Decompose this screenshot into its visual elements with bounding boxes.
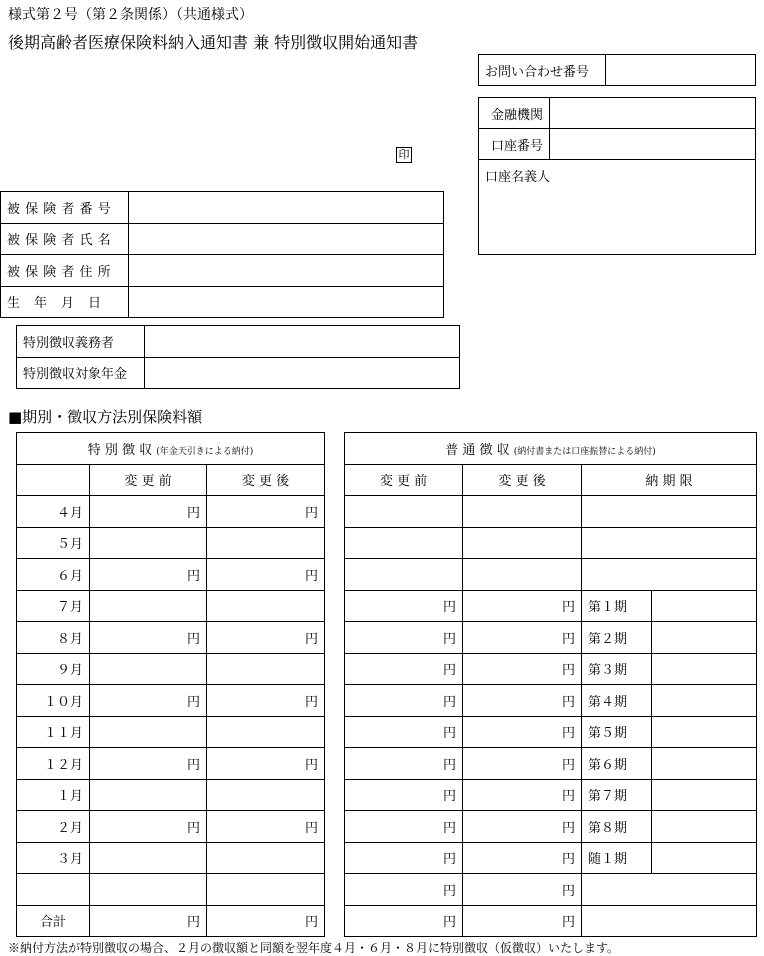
bank-institution-field[interactable] — [550, 98, 756, 129]
normal-after-amount[interactable]: 円 — [463, 716, 582, 748]
normal-after-amount[interactable]: 円 — [463, 622, 582, 654]
table-row — [17, 496, 325, 528]
month-label: ８月 — [17, 622, 90, 654]
normal-after-amount[interactable]: 円 — [463, 685, 582, 717]
table-row — [345, 559, 757, 591]
month-label — [17, 874, 90, 906]
special-before-amount[interactable] — [90, 590, 207, 622]
normal-before-amount[interactable] — [345, 527, 463, 559]
table-row — [17, 590, 325, 622]
normal-after-header: 変 更 後 — [463, 464, 582, 496]
installment-label: 第７期 — [582, 779, 652, 811]
special-after-amount[interactable] — [207, 590, 325, 622]
installment-deadline-field[interactable] — [652, 622, 757, 654]
normal-after-amount[interactable] — [463, 496, 582, 528]
installment-label: 第４期 — [582, 685, 652, 717]
installment-deadline-field[interactable] — [652, 842, 757, 874]
insured-number-label: 被 保 険 者 番 号 — [1, 192, 129, 224]
special-before-amount[interactable]: 円 — [90, 685, 207, 717]
installment-label: 第３期 — [582, 653, 652, 685]
normal-after-amount[interactable] — [463, 559, 582, 591]
table-row — [345, 842, 757, 874]
insured-name-field[interactable] — [129, 223, 444, 255]
table-row — [345, 811, 757, 843]
normal-table-subtitle: (納付書または口座振替による納付) — [513, 446, 656, 457]
total-label: 合計 — [17, 905, 90, 937]
inquiry-number-label: お問い合わせ番号 — [479, 55, 606, 86]
seal-mark: 印 — [396, 147, 412, 163]
deadline-field[interactable] — [582, 874, 757, 906]
table-row — [17, 716, 325, 748]
special-after-amount[interactable]: 円 — [207, 811, 325, 843]
target-pension-label: 特別徴収対象年金 — [17, 357, 145, 389]
table-row — [345, 874, 757, 906]
table-row — [345, 496, 757, 528]
normal-after-amount[interactable]: 円 — [463, 842, 582, 874]
special-after-amount[interactable] — [207, 779, 325, 811]
account-number-field[interactable] — [550, 129, 756, 160]
special-after-amount[interactable] — [207, 527, 325, 559]
special-after-header: 変 更 後 — [207, 464, 325, 496]
special-after-amount[interactable]: 円 — [207, 685, 325, 717]
table-row — [17, 622, 325, 654]
account-holder-label: 口座名義人 — [485, 170, 551, 185]
special-after-amount[interactable] — [207, 874, 325, 906]
inquiry-number-field[interactable] — [606, 55, 756, 86]
normal-table-title-cell — [345, 433, 757, 465]
table-row — [17, 811, 325, 843]
month-label: ３月 — [17, 842, 90, 874]
document-title: 後期高齢者医療保険料納入通知書 兼 特別徴収開始通知書 — [8, 33, 419, 52]
table-row — [17, 874, 325, 906]
special-after-amount[interactable]: 円 — [207, 748, 325, 780]
table-row — [345, 653, 757, 685]
normal-table-title: 普 通 徴 収 — [445, 442, 510, 458]
normal-collection-amount-table — [344, 432, 757, 937]
normal-before-amount[interactable]: 円 — [345, 779, 463, 811]
normal-before-amount[interactable]: 円 — [345, 748, 463, 780]
table-row — [17, 653, 325, 685]
month-label: １１月 — [17, 716, 90, 748]
birth-date-label: 生 年 月 日 — [1, 286, 129, 318]
normal-before-amount[interactable]: 円 — [345, 716, 463, 748]
table-row — [345, 527, 757, 559]
deadline-field[interactable] — [582, 559, 757, 591]
normal-after-amount[interactable]: 円 — [463, 779, 582, 811]
special-before-amount[interactable] — [90, 842, 207, 874]
installment-label: 第１期 — [582, 590, 652, 622]
installment-deadline-field[interactable] — [652, 748, 757, 780]
normal-before-amount[interactable]: 円 — [345, 842, 463, 874]
table-row — [345, 905, 757, 937]
installment-label: 第２期 — [582, 622, 652, 654]
birth-date-field[interactable] — [129, 286, 444, 318]
normal-after-amount[interactable]: 円 — [463, 905, 582, 937]
month-label: ５月 — [17, 527, 90, 559]
special-before-amount[interactable]: 円 — [90, 905, 207, 937]
insured-person-table — [0, 191, 444, 318]
special-after-amount[interactable]: 円 — [207, 496, 325, 528]
normal-deadline-header: 納 期 限 — [582, 464, 757, 496]
deadline-field[interactable] — [582, 496, 757, 528]
month-label: １月 — [17, 779, 90, 811]
insured-address-label: 被 保 険 者 住 所 — [1, 255, 129, 287]
table-row — [17, 559, 325, 591]
normal-after-amount[interactable]: 円 — [463, 874, 582, 906]
special-table-title: 特 別 徴 収 — [87, 442, 153, 458]
table-row — [345, 622, 757, 654]
insured-number-field[interactable] — [129, 192, 444, 224]
normal-before-amount[interactable]: 円 — [345, 874, 463, 906]
target-pension-field[interactable] — [145, 357, 460, 389]
normal-before-amount[interactable]: 円 — [345, 685, 463, 717]
installment-deadline-field[interactable] — [652, 716, 757, 748]
collection-obligor-field[interactable] — [145, 326, 460, 358]
month-label: ４月 — [17, 496, 90, 528]
normal-before-amount[interactable]: 円 — [345, 590, 463, 622]
normal-after-amount[interactable]: 円 — [463, 811, 582, 843]
table-row — [345, 590, 757, 622]
special-before-amount[interactable] — [90, 779, 207, 811]
special-before-amount[interactable] — [90, 874, 207, 906]
normal-before-amount[interactable] — [345, 559, 463, 591]
form-number: 様式第２号（第２条関係）（共通様式） — [8, 7, 253, 23]
special-before-amount[interactable]: 円 — [90, 811, 207, 843]
normal-before-amount[interactable]: 円 — [345, 811, 463, 843]
account-number-label: 口座番号 — [479, 129, 550, 160]
installment-deadline-field[interactable] — [652, 685, 757, 717]
account-holder-cell[interactable] — [479, 160, 756, 255]
table-row — [345, 779, 757, 811]
normal-after-amount[interactable]: 円 — [463, 653, 582, 685]
normal-after-amount[interactable]: 円 — [463, 590, 582, 622]
table-row — [17, 842, 325, 874]
table-row — [17, 779, 325, 811]
special-after-amount[interactable] — [207, 653, 325, 685]
month-label: １０月 — [17, 685, 90, 717]
table-row — [17, 748, 325, 780]
special-before-amount[interactable] — [90, 653, 207, 685]
table-row — [17, 905, 325, 937]
insured-name-label: 被 保 険 者 氏 名 — [1, 223, 129, 255]
month-label: ７月 — [17, 590, 90, 622]
section-title: ■期別・徴収方法別保険料額 — [8, 408, 203, 426]
special-before-amount[interactable]: 円 — [90, 748, 207, 780]
table-row — [345, 685, 757, 717]
table-row — [345, 716, 757, 748]
installment-label: 第５期 — [582, 716, 652, 748]
normal-before-amount[interactable]: 円 — [345, 905, 463, 937]
special-before-amount[interactable]: 円 — [90, 496, 207, 528]
special-after-amount[interactable]: 円 — [207, 622, 325, 654]
special-after-amount[interactable]: 円 — [207, 905, 325, 937]
special-before-amount[interactable] — [90, 716, 207, 748]
installment-label: 随１期 — [582, 842, 652, 874]
installment-label: 第６期 — [582, 748, 652, 780]
special-before-amount[interactable]: 円 — [90, 622, 207, 654]
month-label: １２月 — [17, 748, 90, 780]
insured-address-field[interactable] — [129, 255, 444, 287]
installment-deadline-field[interactable] — [652, 653, 757, 685]
month-label: ２月 — [17, 811, 90, 843]
installment-deadline-field[interactable] — [652, 811, 757, 843]
normal-before-amount[interactable] — [345, 496, 463, 528]
month-label: ９月 — [17, 653, 90, 685]
normal-after-amount[interactable] — [463, 527, 582, 559]
footnote: ※納付方法が特別徴収の場合、２月の徴収額と同額を翌年度４月・６月・８月に特別徴収（仮徴収）いたします。 — [8, 941, 620, 955]
installment-deadline-field[interactable] — [652, 779, 757, 811]
table-row — [17, 685, 325, 717]
collection-obligor-label: 特別徴収義務者 — [17, 326, 145, 358]
special-before-amount[interactable]: 円 — [90, 559, 207, 591]
special-after-amount[interactable] — [207, 842, 325, 874]
deadline-field[interactable] — [582, 905, 757, 937]
special-before-amount[interactable] — [90, 527, 207, 559]
special-before-header: 変 更 前 — [90, 464, 207, 496]
special-after-amount[interactable]: 円 — [207, 559, 325, 591]
normal-before-header: 変 更 前 — [345, 464, 463, 496]
month-label: ６月 — [17, 559, 90, 591]
inquiry-number-table — [478, 54, 756, 86]
special-corner-cell — [17, 464, 90, 496]
special-collection-amount-table — [16, 432, 325, 937]
installment-label: 第８期 — [582, 811, 652, 843]
installment-deadline-field[interactable] — [652, 590, 757, 622]
normal-before-amount[interactable]: 円 — [345, 653, 463, 685]
normal-after-amount[interactable]: 円 — [463, 748, 582, 780]
special-table-title-cell — [17, 433, 325, 465]
bank-institution-label: 金融機関 — [479, 98, 550, 129]
table-row — [345, 748, 757, 780]
special-table-subtitle: (年金天引きによる納付) — [156, 446, 254, 457]
special-collection-table — [16, 325, 460, 389]
special-after-amount[interactable] — [207, 716, 325, 748]
normal-before-amount[interactable]: 円 — [345, 622, 463, 654]
deadline-field[interactable] — [582, 527, 757, 559]
table-row — [17, 527, 325, 559]
bank-account-table — [478, 97, 756, 255]
